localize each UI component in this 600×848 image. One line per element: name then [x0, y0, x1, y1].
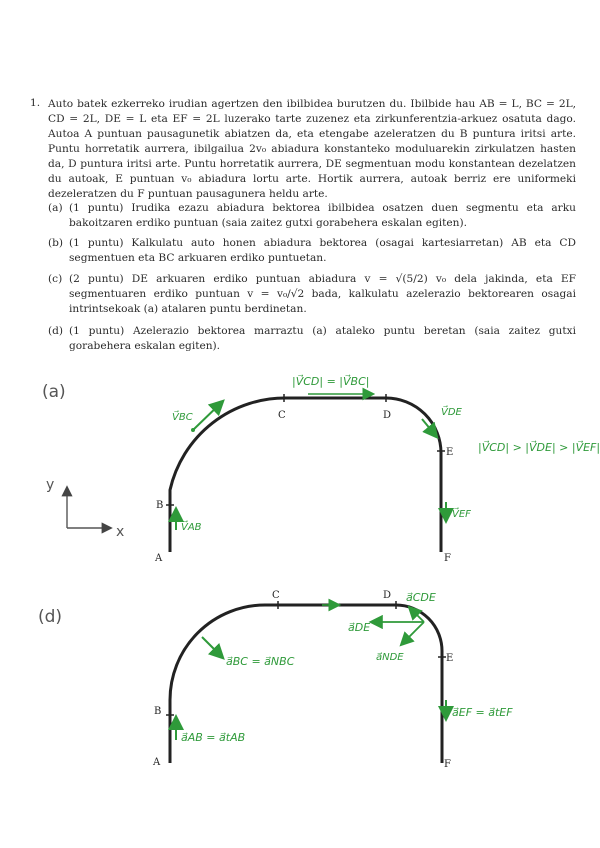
part-c-text-before: (2 puntu) DE arkuaren erdiko puntuan abiadura v = — [69, 273, 396, 285]
a-bc-arrow — [202, 637, 222, 657]
a-ef-label: a⃗EF = a⃗tEF — [452, 706, 513, 719]
point-c-a: C — [278, 410, 286, 421]
y-axis-label: y — [46, 477, 55, 493]
part-c-text-middle: dela jakinda, eta EF segmentuaren erdiko puntuan v = — [69, 273, 576, 300]
part-d-text: (1 puntu) Azelerazio bektorea marraztu (a) ataleko puntu beretan (saia zaitez gutxi gorabehera eskalan egiten). — [69, 325, 576, 352]
point-c-d: C — [272, 590, 280, 601]
part-c-formula-1: √(5/2) v₀ — [395, 273, 447, 285]
a-cde-label: a⃗CDE — [406, 591, 436, 604]
v-bc-point — [191, 428, 195, 432]
problem-statement: Auto batek ezkerreko irudian agertzen den ibilbidea burutzen du. Ibilbide hau AB = L, BC = 2L, CD = 2L, DE = L eta EF = 2L luzerako tarte zuzenez eta zirkunferentzia-arkuez osatuta dago. Autoa A puntuan pausagunetik abiatzen da, eta etengabe azeleratzen du B puntura iritsi arte. Puntu horretatik aurrera, ibilgailua 2v₀ abiadura konstanteko moduluarekin zirkulatzen hasten da, D puntura iritsi arte. Puntu horretatik aurrera, DE segmentuan modu konstantean dezelatzen du autoak, E puntuan v₀ abiadura lortu arte. Hortik aurrera, autoak berriz ere uniformeki dezeleratzen du F puntuan pausagunera heldu arte. — [48, 98, 576, 200]
part-a-text: (1 puntu) Irudika ezazu abiadura bektorea ibilbidea osatzen duen segmentu eta arku bakoitzaren erdiko puntuan (saia zaitez gutxi gorabehera eskalan egiten). — [69, 202, 576, 229]
part-a-label: (a) — [48, 202, 63, 214]
a-bc-label: a⃗BC = a⃗NBC — [226, 655, 295, 668]
x-axis-label: x — [116, 524, 125, 540]
point-e-a: E — [446, 447, 454, 458]
problem-number: 1. — [30, 97, 41, 109]
point-b-d: B — [154, 706, 162, 717]
part-d-label: (d) — [48, 325, 64, 337]
part-c-label: (c) — [48, 273, 63, 285]
a-nde-label: a⃗NDE — [376, 652, 404, 663]
point-d-d: D — [383, 590, 392, 601]
point-d-a: D — [383, 410, 392, 421]
part-b-label: (b) — [48, 237, 64, 249]
point-a-d: A — [153, 757, 161, 768]
point-f-d: F — [444, 759, 451, 770]
part-c-text-after: bada, kalkulatu azelerazio bektorearen osagai intrintsekoak (a) atalaren puntu berdinetan. — [69, 288, 576, 315]
track-a — [170, 398, 441, 552]
velocity-inequality: |V⃗CD| > |V⃗DE| > |V⃗EF| — [478, 441, 600, 454]
v-cd-label: |V⃗CD| = |V⃗BC| — [292, 375, 370, 388]
point-a-a: A — [155, 553, 163, 564]
point-e-d: E — [446, 653, 454, 664]
figure-d-label: (d) — [38, 607, 63, 627]
v-bc-label: V⃗BC — [172, 412, 193, 423]
v-ef-label: V⃗EF — [452, 509, 471, 520]
v-ab-label: V⃗AB — [181, 522, 202, 533]
part-b-text: (1 puntu) Kalkulatu auto honen abiadura bektorea (osagai kartesiarretan) AB eta CD segmentuen eta BC arkuaren erdiko puntuetan. — [69, 237, 576, 264]
part-c-formula-2: v₀/√2 — [276, 288, 305, 300]
point-b-a: B — [156, 500, 164, 511]
a-nde-arrow — [402, 622, 424, 644]
v-de-label: V⃗DE — [441, 407, 462, 418]
figure-a-label: (a) — [42, 382, 66, 402]
point-f-a: F — [444, 553, 451, 564]
a-ab-label: a⃗AB = a⃗tAB — [181, 731, 246, 744]
a-de-label: a⃗DE — [348, 621, 371, 634]
